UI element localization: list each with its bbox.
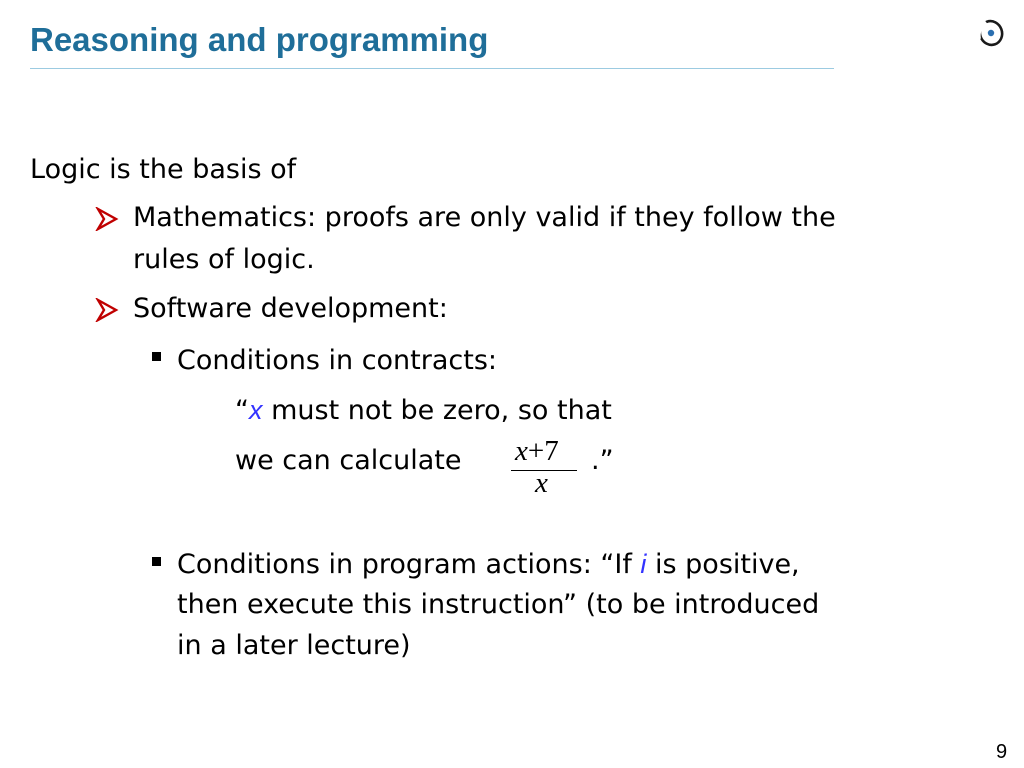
- sub-bullet-contracts-label: Conditions in contracts:: [177, 345, 497, 376]
- numerator-rest: +7: [527, 435, 559, 467]
- sub-bullet-actions-line-1: [177, 544, 800, 585]
- quote-close: .”: [591, 445, 614, 476]
- intro-text: Logic is the basis of: [30, 154, 297, 185]
- quote-open: “: [235, 395, 249, 426]
- actions-text-start: Conditions in program actions: “If: [177, 549, 641, 580]
- sub-bullet-actions-line-3: in a later lecture): [177, 630, 411, 661]
- fraction-formula: [511, 435, 583, 499]
- fraction-denominator: [535, 467, 548, 499]
- slide-title: Reasoning and programming: [30, 21, 489, 58]
- denominator-variable: x: [535, 467, 548, 499]
- quote-line-1-text: must not be zero, so that: [262, 395, 612, 426]
- arrow-bullet-icon: [95, 298, 119, 322]
- bullet-mathematics-line-1: Mathematics: proofs are only valid if they follow the: [133, 202, 836, 233]
- variable-x: x: [249, 395, 263, 425]
- fraction-numerator: [515, 435, 559, 467]
- contract-quote-line-2: we can calculate: [235, 445, 462, 476]
- numerator-variable: x: [515, 435, 528, 467]
- page-number: 9: [996, 741, 1008, 763]
- square-bullet-icon: [152, 352, 161, 361]
- bullet-software-development: Software development:: [133, 293, 448, 324]
- actions-text-end: is positive,: [646, 549, 800, 580]
- bullet-mathematics-line-2: rules of logic.: [133, 244, 315, 275]
- eiffel-logo-icon: [974, 17, 1008, 49]
- title-divider: [30, 68, 834, 69]
- contract-quote-line-1: [235, 390, 612, 431]
- arrow-bullet-icon: [95, 207, 119, 231]
- variable-i: i: [640, 549, 647, 579]
- sub-bullet-actions-line-2: then execute this instruction” (to be introduced: [177, 589, 820, 620]
- square-bullet-icon: [152, 557, 161, 566]
